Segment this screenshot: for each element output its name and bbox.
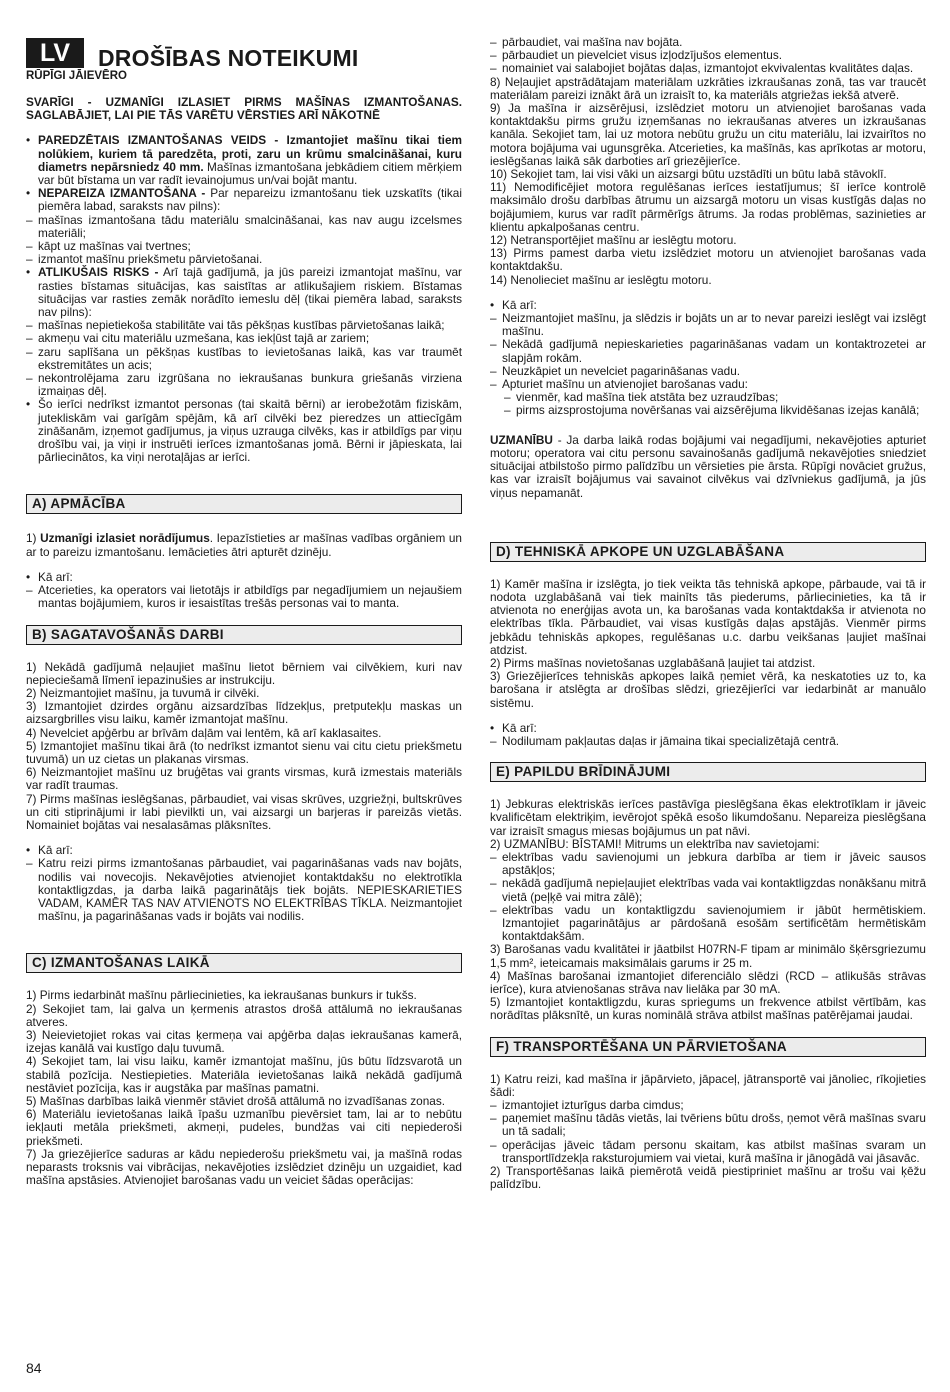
list-item: – Katru reizi pirms izmantošanas pārbaudiet, vai pagarināšanas vads nav bojāts, nodilis vai novecojis. Nekavējoties atvienojiet kontaktdakšu no elektrotīkla kontaktligzdas, ja darba laikā pagarinātājs tiek bojāts. NEPIESKARIETIES VADAM, KAMĒR TAS NAV ATVIENOTS NO ELEKTRĪBAS TĪKLA. Neizmantojiet mašīnu, ja pagarināšanas vads ir bojāts vai nodilis. [26,857,462,923]
section-heading-b: B) SAGATAVOŠANĀS DARBI [26,625,462,645]
numbered-item: 1) Jebkuras elektriskās ierīces pastāvīga pieslēgšana ēkas elektrotīklam ir jāveic kvalificētam elektriķim, ievērojot spēkā esošo likumdošanu. Nepareiza pieslēgšana var izraisīt smagus miesas bojājumus un pat nāvi. [490,797,926,838]
page-number: 84 [26,1360,42,1376]
residual-risk-item: • ATLIKUŠAIS RISKS - Arī tajā gadījumā, ja jūs pareizi izmantojat mašīnu, var rasties bīstamas situācijas, kas saistītas ar atlikušajiem riskiem. Bīstamas situācijas var rasties zemāk norādīto iemeslu dēļ (tikai piemēra labad, saraksts nav pilns): [26,266,462,319]
section-heading-d: D) TEHNISKĀ APKOPE UN UZGLABĀŠANA [490,542,926,562]
numbered-item: 1) Katru reizi, kad mašīna ir jāpārvieto, jāpaceļ, jātransportē vai jānoliec, rīkojieties šādi: [490,1071,926,1099]
numbered-item: 6) Neizmantojiet mašīnu uz bruģētas vai grants virsmas, kurā izmestais materiāls var radīt traumas. [26,765,462,793]
list-item: – mašīnas nepietiekoša stabilitāte vai tās pēkšņas kustības pārvietošanas laikā; [26,319,462,332]
numbered-item: 7) Pirms mašīnas ieslēgšanas, pārbaudiet, vai visas skrūves, uzgriežņi, bultskrūves un citi stiprinājumi ir labi pievilkti un, vai aizsargi un barjeras ir pareizās vietās. Nomainiet bojātas vai nesalasāmas plāksnītes. [26,791,462,832]
numbered-item: 3) Izmantojiet dzirdes orgānu aizsardzības līdzekļus, pretputekļu maskas un aizsargbrilles visu laiku, kamēr izmantojat mašīnu. [26,699,462,727]
numbered-item: 6) Materiālu ievietošanas laikā īpašu uzmanību pievērsiet tam, lai ar to nebūtu iekļauti metāla priekšmeti, akmeņi, pudeles, bundžas vai citi nepiederoši priekšmeti. [26,1107,462,1148]
list-item: – Nekādā gadījumā nepieskarieties pagarināšanas vadam un kontaktrozetei ar slapjām rokām. [490,338,926,364]
page-title: DROŠĪBAS NOTEIKUMI [98,45,359,71]
numbered-item: 2) Sekojiet tam, lai galva un ķermenis atrastos drošā attālumā no iekraušanas atveres. [26,1001,462,1029]
numbered-item: 3) Griezējierīces tehniskās apkopes laikā ņemiet vērā, ka neskatoties uz to, ka barošana ir atslēgta ar drošības slēdzi, griezējierīci var iedarbināt ar manuālo sistēmu. [490,669,926,710]
section-heading-f: F) TRANSPORTĒŠANA UN PĀRVIETOŠANA [490,1037,926,1057]
numbered-item: 5) Mašīnas darbības laikā vienmēr stāviet drošā attālumā no izvadīšanas zonas. [26,1093,446,1108]
numbered-item: 4) Sekojiet tam, lai visu laiku, kamēr izmantojat mašīnu, jūs būtu līdzsvarotā un stabilā pozīcija. Nestiepieties. Materiāla ievietošanas laikā nekādā gadījumā nestāviet pozīcija, kas ir augstāka par mašīnas pamatni. [26,1054,462,1095]
section-heading-c: C) IZMANTOŠANAS LAIKĀ [26,953,462,973]
page-subtitle: RŪPĪGI JĀIEVĒRO [26,70,127,82]
numbered-item: 13) Pirms pamest darba vietu izslēdziet motoru un atvienojiet barošanas vada kontaktdakšu. [490,246,926,274]
numbered-item: 3) Barošanas vadu kvalitātei ir jāatbilst H07RN-F tipam ar minimālo šķērsgriezumu 1,5 mm², ieteicamais maksimālais garums ir 25 m. [490,942,926,970]
also-label: • Kā arī: [26,844,462,857]
list-item: – operācijas jāveic tādam personu skaitam, kas atbilst mašīnas svaram un transportlīdzekļa raksturojumiem vai vietai, kurā mašīna ir jānogādā vai jāsavāc. [490,1139,926,1165]
numbered-item: 9) Ja mašīna ir aizsērējusi, izslēdziet motoru un atvienojiet barošanas vada kontaktdakšu pirms gružu izņemšanas no iekraušanas atveres un izkraušanas kanāla. Sekojiet tam, lai uz motora nebūtu gružu un citu materiālu, lai izvairītos no motora bojājuma vai ugunsgrēka. Atcerieties, ka mašīnās, kas aprīkotas ar motoru, ieslēgšanas laikā sāk darboties arī griezējierīce. [490,101,926,168]
numbered-item: 2) Transportēšanas laikā piemērotā veidā piestipriniet mašīnu ar trošu vai ķēžu palīdzību. [490,1164,926,1192]
list-item: – kāpt uz mašīnas vai tvertnes; [26,240,462,253]
list-item: – elektrības vadu savienojumi un jebkura darbība ar tiem ir jāveic sausos apstākļos; [490,851,926,877]
list-item: – Nodilumam pakļautas daļas ir jāmaina tikai specializētajā centrā. [490,735,926,748]
list-item: – paņemiet mašīnu tādās vietās, lai tvēriens būtu drošs, ņemot vērā mašīnas svaru un tā sadali; [490,1112,926,1138]
list-item: – zaru saplīšana un pēkšņas kustības to ievietošanas laikā, kas var traumēt ekstremitātes un acis; [26,346,462,372]
restricted-persons-item: • Šo ierīci nedrīkst izmantot personas (tai skaitā bērni) ar ierobežotām fiziskām, jutekliskām vai garīgām spējām, kā arī cilvēki bez pieredzes un attiecīgām zināšanām, izņemot gadījumus, ja viņus uzrauga cilvēks, kas ir atbildīgs par viņu drošību vai, ja viņi ir instruēti ierīces izmantošanas jomā. Bērni ir jāpieskata, lai pārliecinātos, ka viņi nerotaļājas ar ierīci. [26,398,462,464]
list-subitem: – vienmēr, kad mašīna tiek atstāta bez uzraudzības; [490,391,926,404]
numbered-item: 14) Nenolieciet mašīnu ar ieslēgtu motoru. [490,272,712,287]
numbered-item: 10) Sekojiet tam, lai visi vāki un aizsargi būtu uzstādīti un būtu labā stāvoklī. [490,167,887,182]
intended-use-item: • PAREDZĒTAIS IZMANTOŠANAS VEIDS - Izmantojiet mašīnu tikai tiem nolūkiem, kuriem tā paredzēta, proti, zaru un krūmu smalcināšanai, kuru diametrs nepārsniedz 40 mm. Mašīnas izmantošana jebkādiem citiem mērķiem var būt bīstama un var radīt ievainojumus un/vai bojāt mantu. [26,134,462,187]
section-heading-e: E) PAPILDU BRĪDINĀJUMI [490,762,926,782]
numbered-item: 12) Netransportējiet mašīnu ar ieslēgtu motoru. [490,233,737,248]
list-item: – mašīnas izmantošana tādu materiālu smalcināšanai, kas nav augu izcelsmes materiāli; [26,214,462,240]
warning-paragraph: UZMANĪBU - Ja darba laikā rodas bojājumi vai negadījumi, nekavējoties apturiet motoru; operatora vai citu personu savainošanās gadījumā nekavējoties sniedziet situācijai atbilstošo pirmo palīdzību un vērsieties pie ārsta. Rūpīgi novāciet gružus, kas var izraisīt bojājumus vai savainot cilvēkus vai dzīvniekus gadījumā, ja jūs viņus nepamanāt. [490,432,926,500]
language-badge: LV [26,38,84,68]
list-subitem: – pirms aizsprostojuma novēršanas vai aizsērējuma likvidēšanas izejas kanālā; [490,404,926,417]
list-item: – Neizmantojiet mašīnu, ja slēdzis ir bojāts un ar to nevar pareizi ieslēgt vai izslēgt mašīnu. [490,312,926,338]
also-label: • Kā arī: [490,299,926,312]
numbered-item: 5) Izmantojiet mašīnu tikai ārā (to nedrīkst izmantot sienu vai citu cietu priekšmetu tuvumā) un uz cietas un plakanas virsmas. [26,738,462,766]
numbered-item: 11) Nemodificējiet motora regulēšanas ierīces iestatījumus; šī ierīce kontrolē maksimālo drošu darbības ātrumu un aizsargā motoru un visas kustīgās daļas no bojājumiem, kurus var radīt pārmērīgs ātrums. Ja rodas problēmas, sazinieties ar klientu apkalpošanas centru. [490,180,926,234]
also-label: • Kā arī: [490,722,926,735]
header [26,0,462,82]
list-item: – izmantot mašīnu priekšmetu pārvietošanai. [26,253,462,266]
numbered-item: 5) Izmantojiet kontaktligzdu, kuras spriegums un frekvence atbilst vērtībām, kas norādītas plāksnītē, un kuras nominālā strāva atbilst mašīnas patērējamai jaudai. [490,995,926,1023]
section-a-paragraph: 1) Uzmanīgi izlasiet norādījumus. Iepazīstieties ar mašīnas vadības orgāniem un ar to pareizu izmantošanu. Iemācieties ātri apturēt dzinēju. [26,531,462,559]
list-item: – Atcerieties, ka operators vai lietotājs ir atbildīgs par negadījumiem un nejaušiem mantas bojājumiem, kuros ir iesaistītas trešās personas vai to manta. [26,584,462,610]
numbered-item: 1) Kamēr mašīna ir izslēgta, jo tiek veikta tās tehniskā apkope, pārbaude, vai tā ir nodota uzglabāšanā vai tiek mainīts tās piederums, pārliecinieties, ka tā ir atvienota no enerģijas avota un, ka barošanas vada kontaktdakša ir atvienota no elektrības tīkla. Pārbaudiet, vai visas kustīgās daļas apstājās. Vienmēr pirms jebkādu tehniskās apkopes, regulēšanas u.c. darbu veikšanas ļaujiet mašīnai atdzist. [490,576,926,657]
list-item: – nekontrolējama zaru izgrūšana no iekraušanas bunkura griešanās virziena izmaiņas dēļ. [26,372,462,398]
list-item: – Neuzkāpiet un nevelciet pagarināšanas vadu. [490,365,926,378]
list-item: – pārbaudiet, vai mašīna nav bojāta. [490,36,926,49]
numbered-item: 2) Neizmantojiet mašīnu, ja tuvumā ir cilvēki. [26,685,260,700]
improper-use-item: • NEPAREIZA IZMANTOŠANA - Par nepareizu izmantošanu tiek uzskatīts (tikai piemēra labad, saraksts nav pilns): [26,187,462,213]
numbered-item: 2) Pirms mašīnas novietošanas uzglabāšanā ļaujiet tai atdzist. [490,655,816,670]
numbered-item: 4) Mašīnas barošanai izmantojiet diferenciālo slēdzi (RCD – atlikušās strāvas ierīce), kura atvienošanas strāva nav lielāka par 30 mA. [490,968,926,996]
list-item: – Apturiet mašīnu un atvienojiet barošanas vadu: [490,378,926,391]
list-item: – pārbaudiet un pievelciet visus izļodzījušos elementus. [490,49,926,62]
numbered-item: 1) Nekādā gadījumā neļaujiet mašīnu lietot bērniem vai cilvēkiem, kuri nav nepieciešamā līmenī iepazinušies ar instrukciju. [26,659,462,687]
numbered-item: 7) Ja griezējierīce saduras ar kādu nepiederošu priekšmetu vai, ja mašīnā rodas neparasts troksnis vai vibrācijas, nekavējoties izslēdziet dzinēju un uzgaidiet, kad mašīna apstāsies. Atvienojiet barošanas vadu un veiciet šādas operācijas: [26,1146,462,1188]
also-label: • Kā arī: [26,571,462,584]
list-item: – elektrības vadu un kontaktligzdu savienojumiem ir jābūt hermētiskiem. Izmantojiet pagarinātājus ar pārdošanā esošām sertificētām hermētiskām kontaktdakšām. [490,904,926,944]
list-item: – akmeņu vai citu materiālu uzmešana, kas iekļūst tajā ar zariem; [26,332,462,345]
numbered-item: 2) UZMANĪBU: BĪSTAMI! Mitrums un elektrība nav savietojami: [490,836,820,851]
list-item: – izmantojiet izturīgus darba cimdus; [490,1099,926,1112]
list-item: – nomainiet vai salabojiet bojātas daļas, izmantojot ekvivalentas kvalitātes daļas. [490,62,926,75]
important-notice: SVARĪGI - UZMANĪGI IZLASIET PIRMS MAŠĪNAS IZMANTOŠANAS. SAGLABĀJIET, LAI PIE TĀS VARĒTU VĒRSTIES ARĪ NĀKOTNĒ [26,95,462,123]
numbered-item: 4) Nevelciet apģērbu ar brīvām daļām vai lentēm, kā arī kaklasaites. [26,725,382,740]
right-column [490,36,926,1191]
numbered-item: 1) Pirms iedarbināt mašīnu pārliecinieties, ka iekraušanas bunkurs ir tukšs. [26,988,417,1003]
numbered-item: 8) Neļaujiet apstrādātajam materiālam uzkrāties izkraušanas zonā, tas var traucēt materiālam pareizi iznākt ārā un izraisīt to, ka materiāls atgriežas iekšā atverē. [490,74,926,102]
left-column [26,0,462,1187]
list-item: – nekādā gadījumā nepieļaujiet elektrības vada vai kontaktligzdas nonākšanu mitrā vietā (peļķē vai mitra zālē); [490,877,926,903]
section-heading-a: A) APMĀCĪBA [26,494,462,514]
numbered-item: 3) Neievietojiet rokas vai citas ķermeņa vai apģērba daļas iekraušanas kamerā, izejas kanālā vai kustīgo daļu tuvumā. [26,1027,462,1056]
